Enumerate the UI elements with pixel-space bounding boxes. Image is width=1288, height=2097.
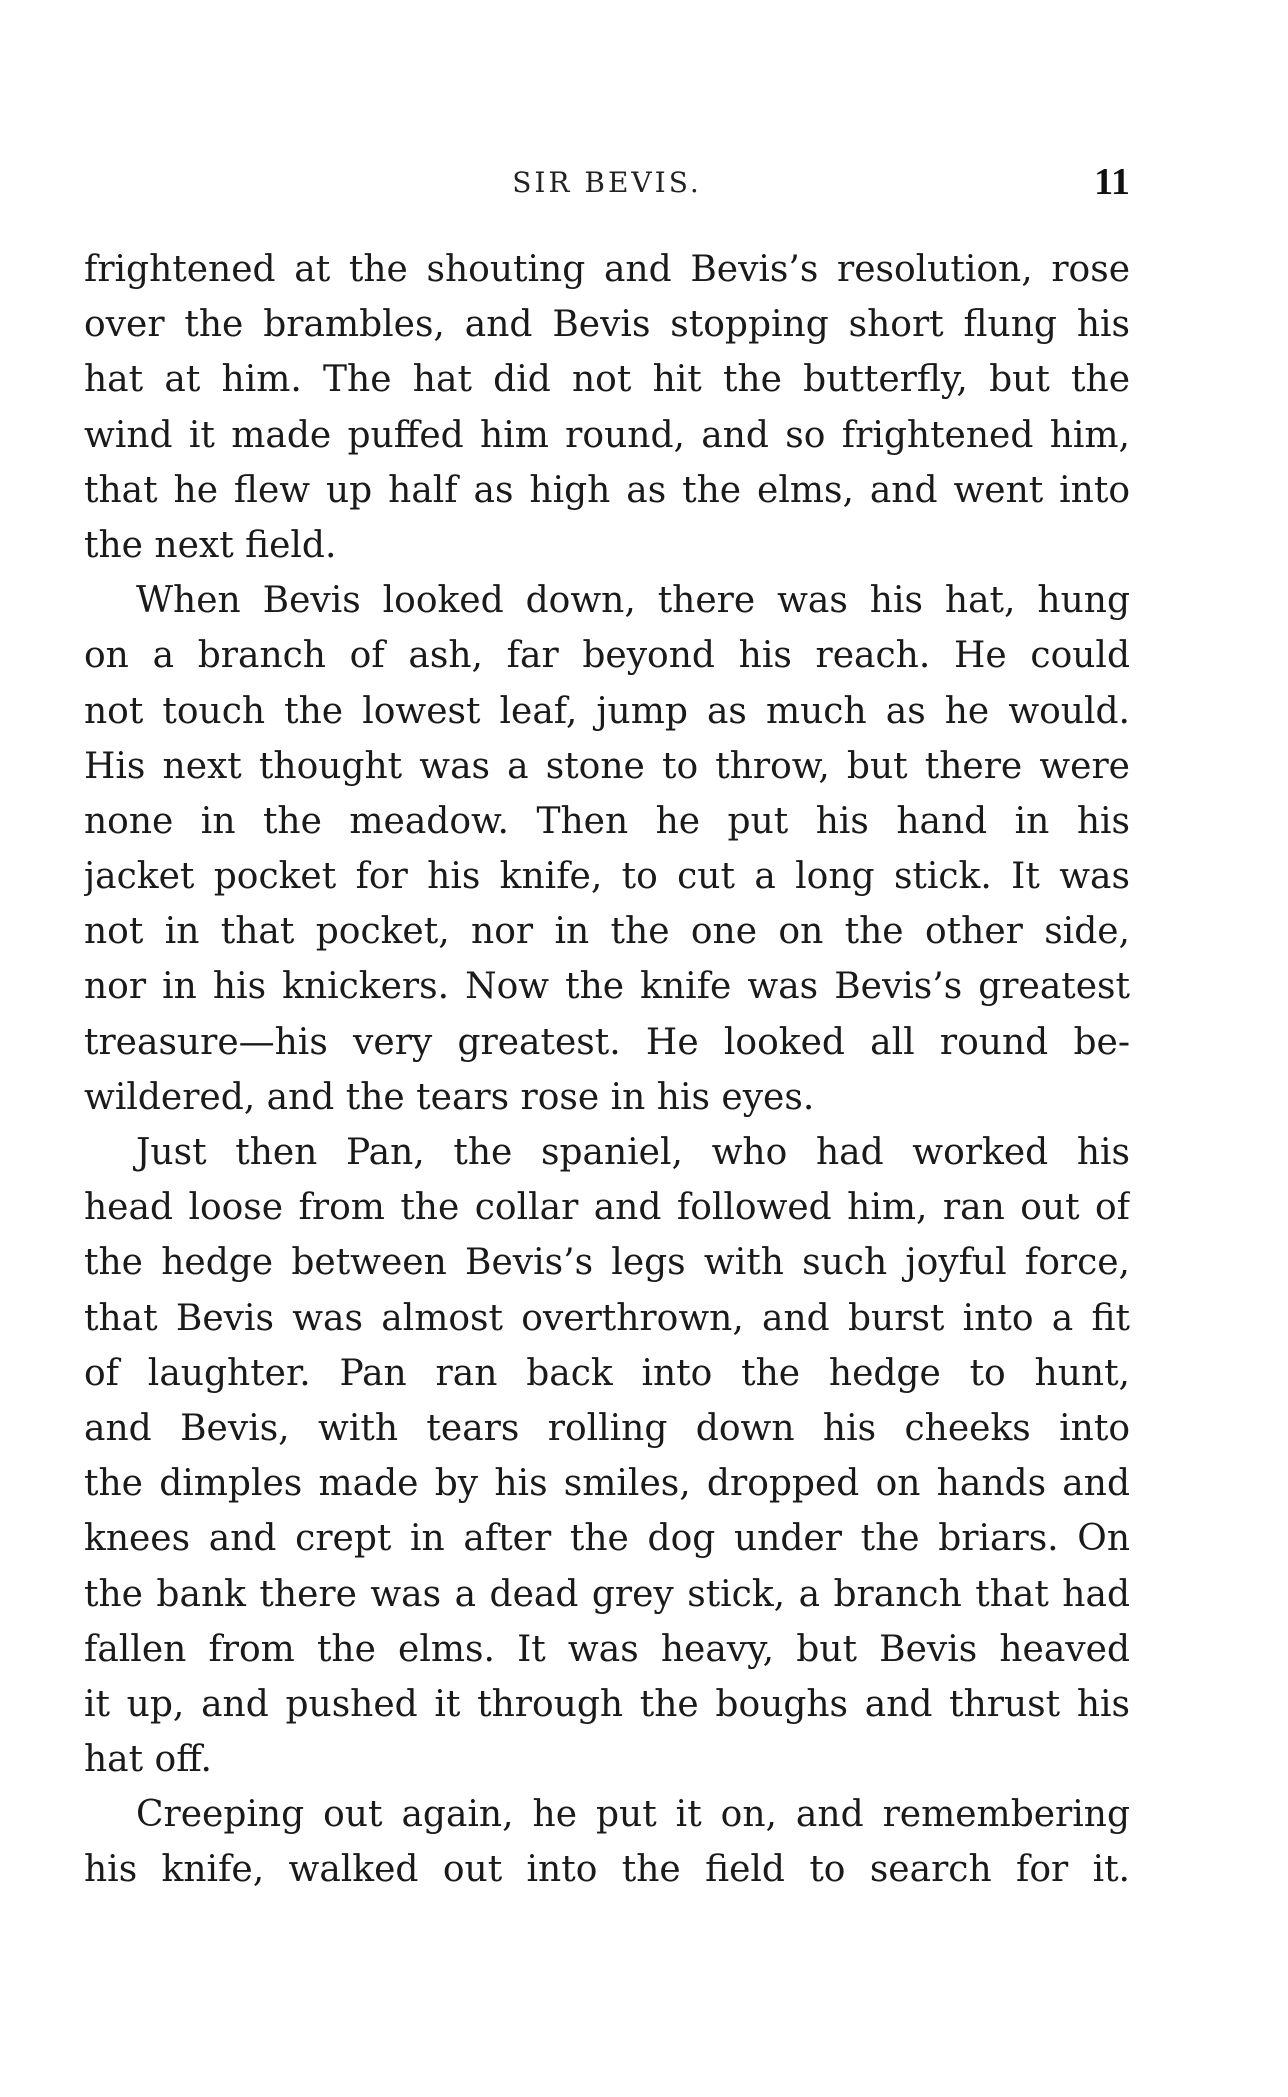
text-line: none in the meadow. Then he put his hand in his: [84, 800, 1130, 842]
paragraph-1: [84, 242, 1130, 573]
running-head: [84, 160, 1130, 212]
text-line: that he flew up half as high as the elms, and went into: [84, 469, 1130, 511]
text-line: the dimples made by his smiles, dropped on hands and: [84, 1463, 1130, 1505]
text-line: that Bevis was almost overthrown, and burst into a fit: [84, 1297, 1130, 1339]
text-line: head loose from the collar and followed him, ran out of: [84, 1187, 1130, 1229]
text-line: jacket pocket for his knife, to cut a long stick. It was: [84, 856, 1130, 898]
text-line: fallen from the elms. It was heavy, but Bevis heaved: [84, 1628, 1130, 1670]
text-line: on a branch of ash, far beyond his reach. He could: [84, 635, 1130, 677]
running-title: SIR BEVIS.: [512, 166, 702, 199]
text-line: wind it made puffed him round, and so frightened him,: [84, 414, 1130, 456]
text-line: his knife, walked out into the field to search for it.: [84, 1849, 1130, 1891]
text-line: of laughter. Pan ran back into the hedge to hunt,: [84, 1352, 1130, 1394]
text-line: the bank there was a dead grey stick, a branch that had: [84, 1573, 1130, 1615]
text-line: When Bevis looked down, there was his hat, hung: [136, 580, 1130, 622]
text-line: His next thought was a stone to throw, but there were: [84, 745, 1130, 787]
body-text: [84, 242, 1130, 1898]
text-line: frightened at the shouting and Bevis’s resolution, rose: [84, 249, 1130, 290]
text-line: treasure—his very greatest. He looked all round be-: [84, 1021, 1130, 1063]
page-number: 11: [1094, 161, 1130, 203]
text-line: Just then Pan, the spaniel, who had worked his: [136, 1132, 1130, 1173]
paragraph-4: [84, 1787, 1130, 1897]
text-line: nor in his knickers. Now the knife was Bevis’s greatest: [84, 966, 1130, 1008]
text-line: it up, and pushed it through the boughs and thrust his: [84, 1683, 1130, 1725]
text-line: Creeping out again, he put it on, and remembering: [136, 1794, 1130, 1836]
text-line: the next field.: [84, 524, 337, 566]
text-line: wildered, and the tears rose in his eyes.: [84, 1076, 815, 1118]
text-line: the hedge between Bevis’s legs with such joyful force,: [84, 1242, 1130, 1284]
paragraph-3: [84, 1125, 1130, 1787]
text-line: and Bevis, with tears rolling down his cheeks into: [84, 1407, 1130, 1449]
text-line: hat off.: [84, 1739, 212, 1781]
text-line: over the brambles, and Bevis stopping short flung his: [84, 304, 1130, 346]
text-line: knees and crept in after the dog under the briars. On: [84, 1518, 1130, 1560]
text-line: not in that pocket, nor in the one on the other side,: [84, 911, 1130, 953]
paragraph-2: [84, 573, 1130, 1125]
text-line: hat at him. The hat did not hit the butterfly, but the: [84, 359, 1130, 401]
text-line: not touch the lowest leaf, jump as much as he would.: [84, 690, 1130, 732]
